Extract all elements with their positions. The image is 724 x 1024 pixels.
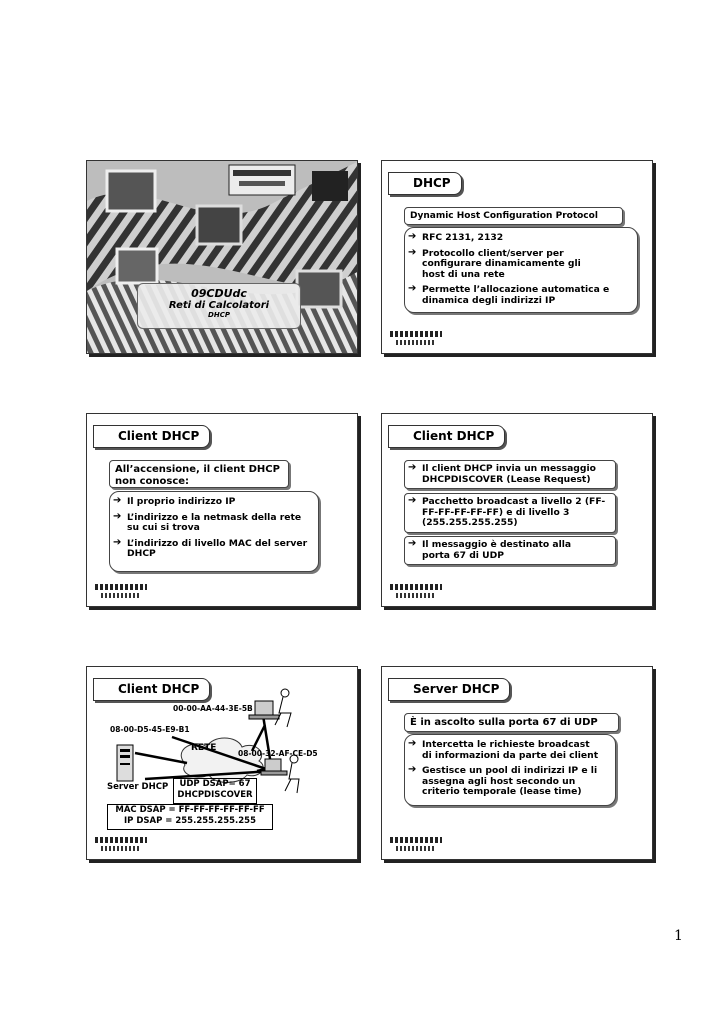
mac-top-label: 00-00-AA-44-3E-5B: [173, 704, 253, 713]
server-icon: [117, 745, 133, 781]
arrow-icon: ➔: [113, 536, 122, 548]
list-item: ➔ L’indirizzo e la netmask della rete su cui si trova: [113, 510, 302, 533]
subtitle-box: [404, 207, 623, 225]
ip-dsap: IP DSAP = 255.255.255.255: [123, 816, 257, 826]
link-server: [135, 753, 187, 763]
university-logo: [390, 584, 442, 600]
client-host-icon: [261, 755, 299, 793]
slide-title: Client DHCP: [93, 678, 210, 701]
university-logo: [95, 837, 147, 853]
network-diagram: [87, 667, 358, 860]
link-top-host: [252, 725, 265, 751]
list-item: ➔ L’indirizzo di livello MAC del server DHCP: [113, 536, 308, 559]
mac-server-label: 08-00-D5-45-E9-B1: [110, 725, 190, 734]
bullet-item-2: ➔ Pacchetto broadcast a livello 2 (FF-FF-FF-FF-FF-FF) e di livello 3 (255.255.255.255): [408, 495, 606, 528]
arrow-icon: ➔: [113, 495, 122, 506]
course-topic: DHCP: [208, 311, 230, 319]
intro-box: [404, 713, 619, 732]
slide-client-dhcp-2: [381, 413, 653, 607]
network-label: RETE: [191, 743, 217, 753]
udp-line-2: DHCPDISCOVER: [177, 790, 253, 800]
slide-dhcp-intro: [381, 160, 653, 354]
arrow-icon: ➔: [408, 764, 417, 775]
udp-box: [173, 778, 257, 804]
arrow-icon: ➔: [408, 231, 417, 242]
arrow-icon: ➔: [408, 283, 417, 294]
list-item: ➔ Gestisce un pool di indirizzi IP e li assegna agli host secondo un criterio temporale (lease time): [408, 764, 598, 797]
intro-box: [109, 460, 289, 488]
arrow-icon: ➔: [408, 538, 417, 549]
server-label: Server DHCP: [107, 782, 169, 792]
university-logo: [390, 837, 442, 853]
slide-server-dhcp: [381, 666, 653, 860]
udp-line-1: UDP DSAP= 67: [179, 779, 251, 789]
top-host-icon: [249, 689, 291, 727]
slide-cover: [86, 160, 358, 354]
slide-title: Client DHCP: [93, 425, 210, 448]
arrow-icon: ➔: [408, 462, 417, 473]
page-number: 1: [674, 928, 683, 944]
list-item: ➔ Il proprio indirizzo IP: [113, 495, 236, 507]
intro-text: All’accensione, il client DHCP non conosce:: [115, 464, 280, 487]
slide-title: Client DHCP: [388, 425, 505, 448]
list-item: ➔ Intercetta le richieste broadcast di informazioni da parte dei client: [408, 738, 599, 761]
intro-text: È in ascolto sulla porta 67 di UDP: [410, 717, 598, 728]
course-name: Reti di Calcolatori: [168, 300, 270, 311]
bullet-list: [408, 740, 608, 803]
university-logo: [95, 584, 147, 600]
cover-title-panel: [137, 283, 301, 329]
dsap-box: [107, 804, 273, 830]
arrow-icon: ➔: [408, 738, 417, 749]
list-item: ➔ RFC 2131, 2132: [408, 231, 504, 243]
bullet-item-1: ➔ Il client DHCP invia un messaggio DHCPDISCOVER (Lease Request): [408, 462, 596, 485]
slide-title: DHCP: [388, 172, 462, 195]
bullet-list: [408, 233, 630, 311]
slide-title: Server DHCP: [388, 678, 510, 701]
mac-client-label: 08-00-32-AF-CE-D5: [238, 749, 318, 758]
bullet-list: [113, 497, 309, 565]
subtitle-text: Dynamic Host Configuration Protocol: [410, 211, 598, 221]
mac-dsap: MAC DSAP = FF-FF-FF-FF-FF-FF: [115, 805, 265, 815]
bullet-item-3: ➔ Il messaggio è destinato alla porta 67 di UDP: [408, 538, 572, 561]
university-logo: [390, 331, 442, 347]
course-code: 09CDUdc: [191, 287, 247, 300]
list-item: ➔ Protocollo client/server per configurare dinamicamente gli host di una rete: [408, 246, 581, 280]
arrow-icon: ➔: [408, 246, 417, 258]
slide-client-dhcp-1: [86, 413, 358, 607]
list-item: ➔ Permette l’allocazione automatica e dinamica degli indirizzi IP: [408, 283, 610, 306]
arrow-icon: ➔: [408, 495, 417, 506]
slide-client-dhcp-diagram: [86, 666, 358, 860]
arrow-icon: ➔: [113, 510, 122, 522]
